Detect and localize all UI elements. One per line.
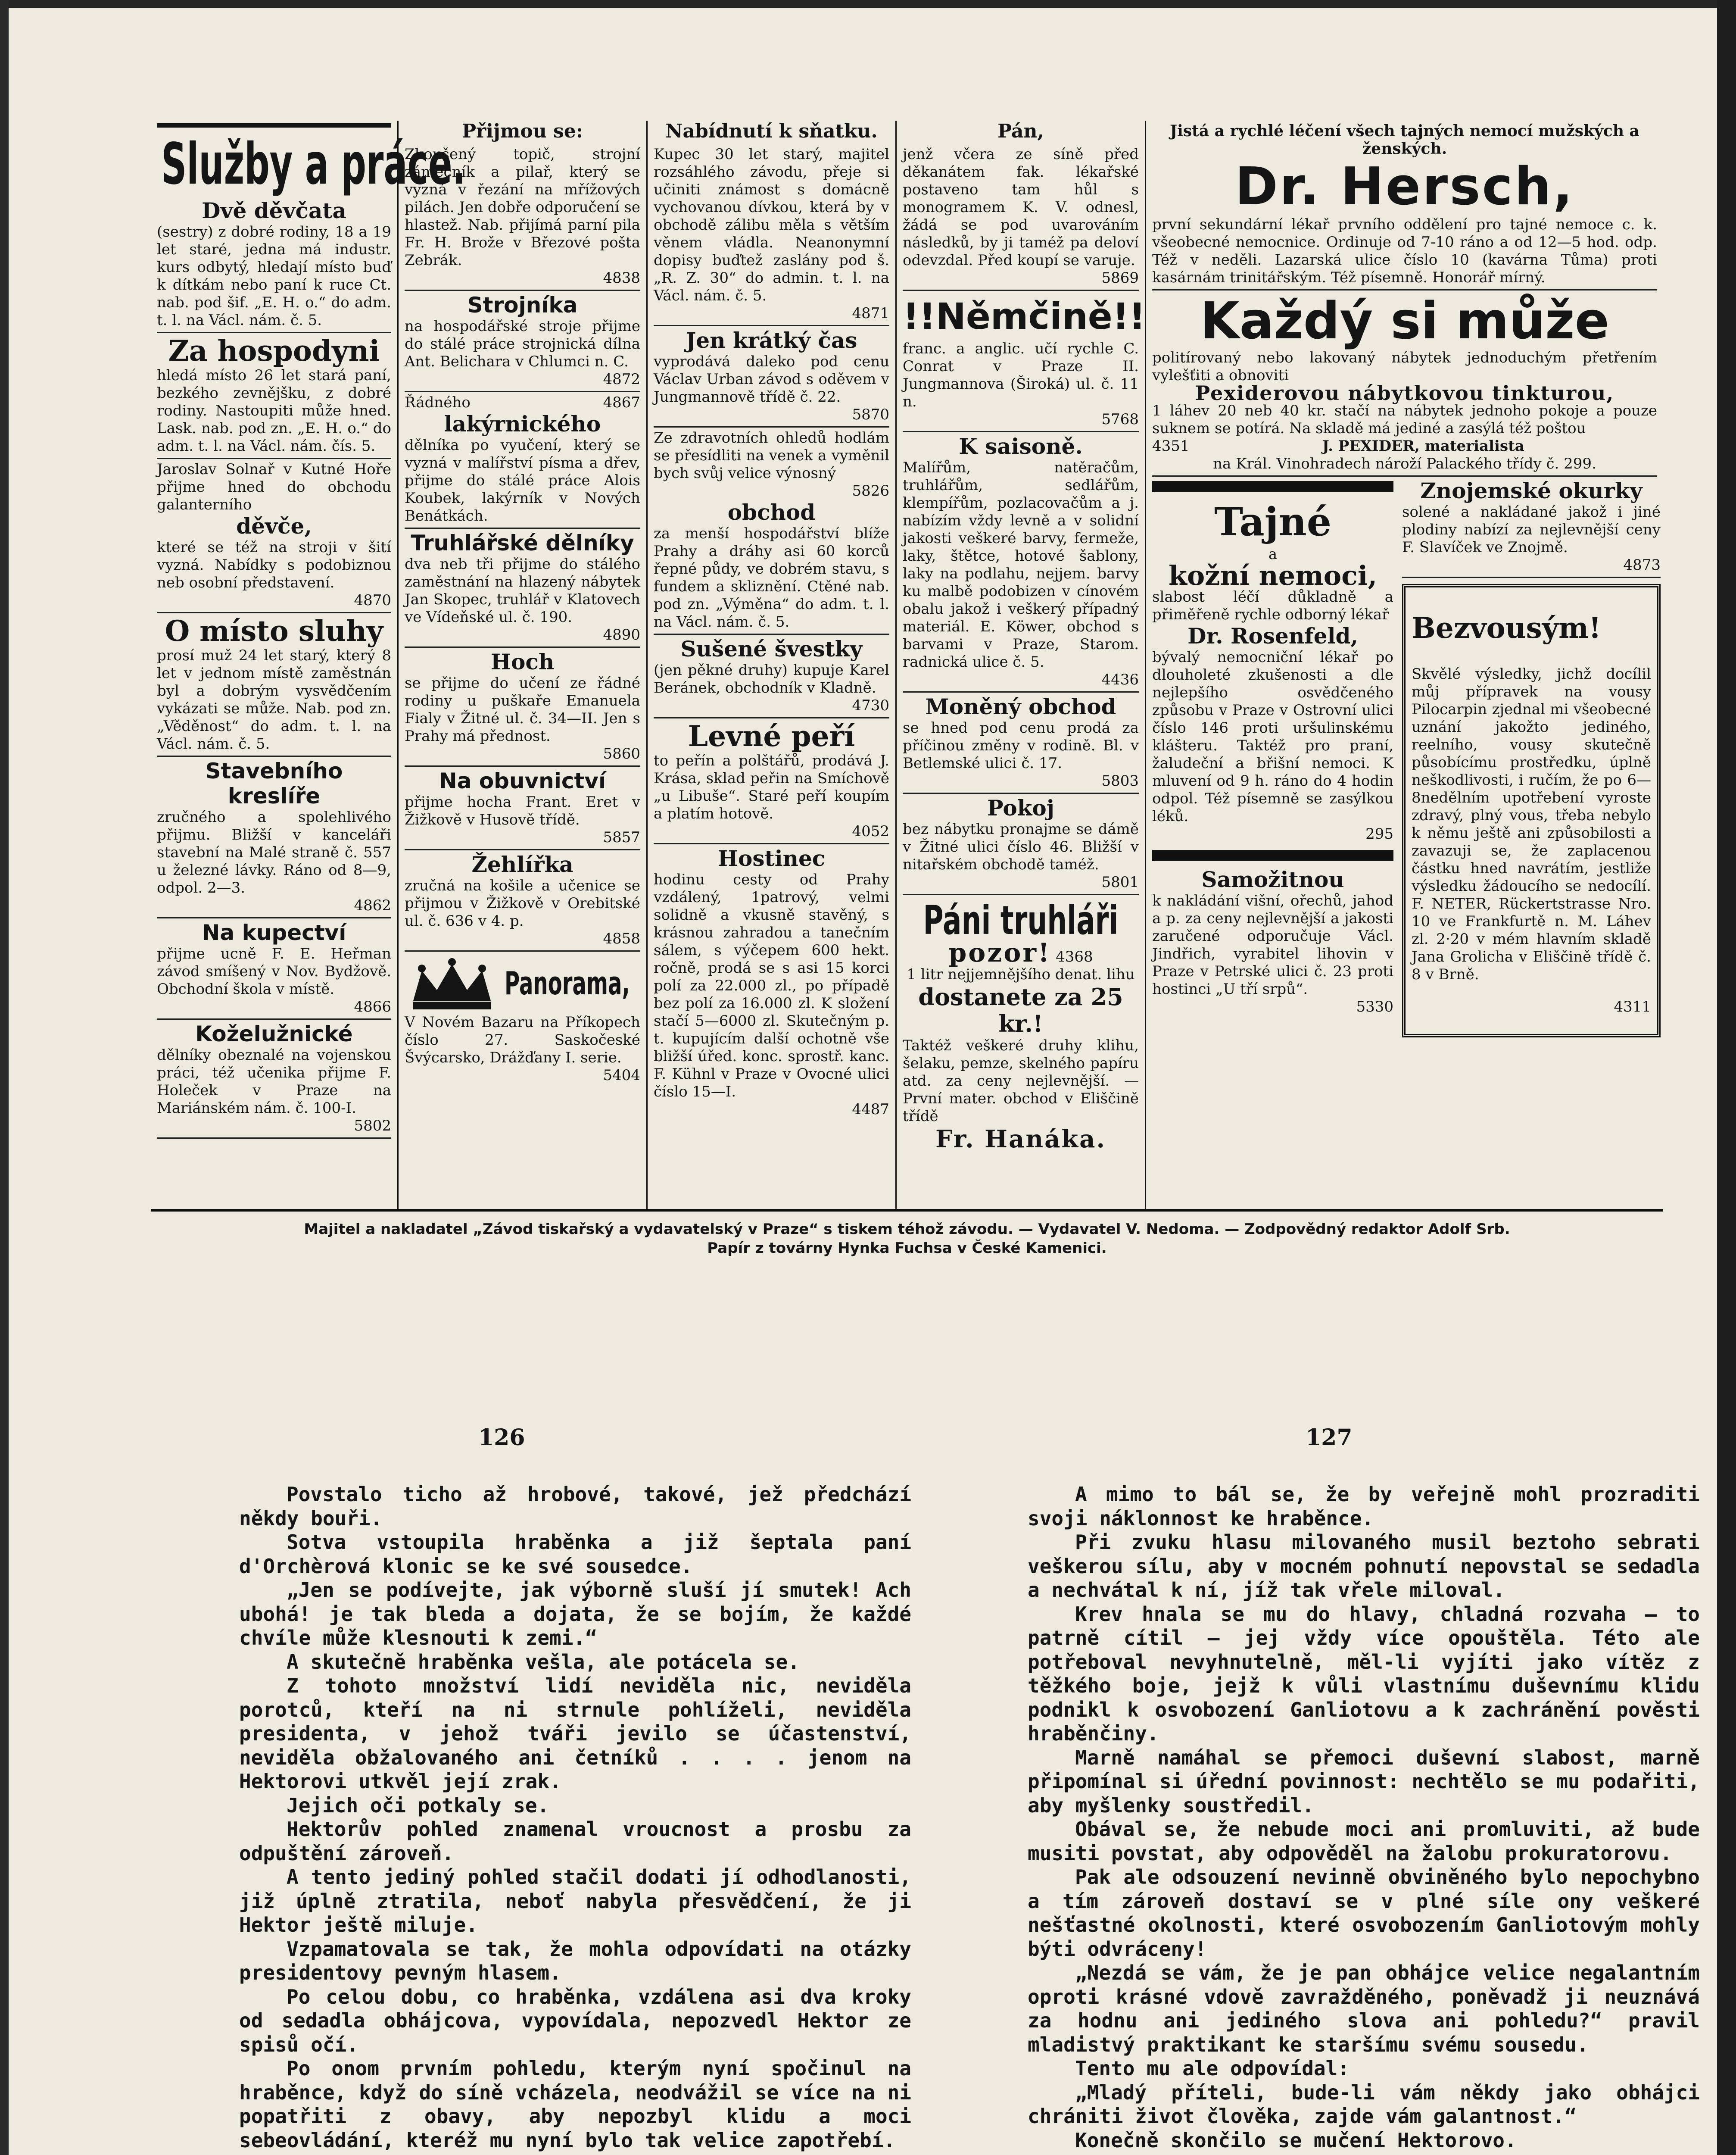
ad-sub-number: 4368 [1056, 948, 1093, 965]
publisher-line-1: Majitel a nakladatel „Závod tiskařský a vydavatelský v Praze“ s tiskem téhož závodu. — Vydavatel V. Nedoma. — Zodpovědný redaktor Adolf Srb. [304, 1221, 1510, 1238]
ad-heading: Na obuvnictví [439, 768, 606, 793]
ad-pre-number: 5826 [852, 482, 889, 500]
ad-body: Malířům, natěračům, truhlářům, sedlářům, klempířům, pozlacovačům a j. nabízím vždy levně a v solidní jakosti veškeré barvy, fermeže, laky, štětce, hotové šablony, laky na podlahu, nejjem. barvy ku malbě podobizen v cínovém obalu jakož i veškerý případný materiál. E. Köwer, obchod s barvami v Praze, Starom. radnická ulice č. 5. [903, 459, 1139, 671]
ad-number: 5803 [1101, 772, 1139, 790]
pexider-signature: J. PEXIDER, materialista [1322, 437, 1524, 455]
pexider-body: politírovaný nebo lakovaný nábytek jednoduchým přetřením vylešťiti a obnoviti [1152, 349, 1657, 384]
column-5-left-stack [1152, 477, 1393, 1018]
scan-left-edge [0, 0, 9, 2155]
ad-number: 4871 [852, 305, 889, 322]
ad-heading: Sušené švestky [680, 636, 863, 662]
ad-body: vyprodává daleko pod cenu Václav Urban závod s oděvem v Jungmannově třídě č. 22. [654, 353, 889, 406]
ad-number: 4890 [603, 626, 640, 643]
ad-beardless [1402, 584, 1661, 1037]
ad-number: 5802 [354, 1117, 391, 1134]
story-paragraph: „Nezdá se vám, že je pan obhájce velice negalantním oproti krásné vdově zavražděného, poněvadž ji neuznává za hodnu ani jediného slova ani pohledu?“ pravil mladistvý praktikant ke staršímu svému sousedu. [1028, 1961, 1700, 2056]
ad-heading: Stavebního kreslíře [205, 759, 343, 809]
publisher-line-2: Papír z továrny Hynka Fuchsa v České Kamenici. [707, 1240, 1107, 1257]
ad-body: Skvělé výsledky, jichž docílil můj přípravek na vousy Pilocarpin zjednal mi všeobecné uznání jakožto jediného, reelního, vousy skutečně působícímu prostředku, úplně neškodlivosti, i ručím, že po 6—8nedělním upotřebení vyroste zdravý, plný vous, třeba nebylo k němu ještě ani způsobilosti a zavazuji se, že zaplacenou částku hned navrátím, jestliže výsledku žádoucího se nedocílí. F. NETER, Rückertstrasse Nro. 10 ve Frankfurtě n. M. Láhev zl. 2·20 v mém hlavním skladě Jana Grolicha v Eliščině třídě č. 8 v Brně. [1412, 665, 1651, 983]
story-paragraph: Jejich oči potkaly se. [287, 1793, 549, 1817]
ad-signature: Fr. Hanáka. [935, 1125, 1106, 1153]
scan-top-edge [0, 0, 1736, 8]
ad-servant-job [157, 613, 391, 757]
story-paragraph: Po onom prvním pohledu, kterým nyní spočinul na hraběnce, když do síně vcházela, neodvážil se více na ni popatřiti z obavy, aby nepozbyl klidu a moci sebeovládání, kteréž mu nyní bylo tak velice zapotřebí. [239, 2057, 911, 2152]
ad-body: hledá místo 26 let stará paní, bezkého zevnějšku, z dobré rodiny. Nastoupiti může hned. Lask. nab. pod zn. „E. H. o.“ do adm. t. l. na Václ. nám. čís. 5. [157, 367, 391, 455]
page-number-left: 126 [478, 1424, 525, 1451]
ad-heading: Hoch [490, 649, 555, 675]
story-left-body [239, 1427, 911, 2152]
ad-body: hodinu cesty od Prahy vzdálený, 1patrový, velmi solidně a vkusně stavěný, s krásnou zahradou a tanečním sálem, s výčepem 600 hekt. ročně, prodá se s asi 15 korci polí za 22.000 zl., po případě bez polí za 16.000 zl. K složení stačí 5—6000 zl. Skutečným p. t. kupujícím další ochotně vše bližší úřed. konc. sprostř. kanc. F. Kühnl v Praze v Ovocné ulici číslo 15—I. [654, 871, 889, 1100]
ad-heading: Hostinec [717, 846, 826, 871]
story-right-body [1028, 1427, 1700, 2152]
story-paragraph: A mimo to bál se, že by veřejně mohl prozraditi svoji náklonnost ke hraběnce. [1028, 1483, 1700, 1530]
rosenfeld-name: Dr. Rosenfeld, [1187, 623, 1358, 649]
ad-body: dva neb tři přijme do stálého zaměstnání na hlazený nábytek Jan Skopec, truhlář v Klatovech ve Vídeňské ul. č. 190. [405, 556, 640, 626]
ad-pre-number: 4867 [603, 394, 640, 411]
ad-heading: Na kupectví [202, 920, 346, 945]
story-page-left [239, 1427, 911, 2152]
column-heading: Přijmou se: [461, 120, 583, 142]
ad-heading: O místo sluhy [165, 614, 383, 648]
ad-draftsman [157, 757, 391, 918]
ad-price: dostanete za 25 kr.! [918, 983, 1123, 1037]
ad-two-girls [157, 197, 391, 333]
column-heading: Nabídnutí k sňatku. [665, 120, 878, 142]
ad-number: 4838 [603, 269, 640, 287]
ad-plums [654, 635, 889, 718]
ad-body: dělníky obeznalé na vojenskou práci, též učenika přijme F. Holeček v Praze na Mariánském nám. č. 100-I. [157, 1046, 391, 1117]
ad-number: 4311 [1614, 998, 1651, 1015]
story-paragraph: Tento mu ale odpovídal: [1075, 2057, 1350, 2080]
classifieds-column-3 [648, 121, 897, 1209]
ad-body: přijme hocha Frant. Eret v Žižkově v Husově třídě. [405, 793, 640, 828]
ad-solnar-girl [157, 459, 391, 613]
column-5-right-stack [1402, 477, 1661, 1037]
ad-number: 4858 [603, 930, 640, 947]
ad-body: k nakládání višní, ořechů, jahod a p. za ceny nejlevnější a jakosti zaručené odporučuje Václ. Jindřich, vyrabitel lihovin v Praze v Petrské ulici č. 23 proti hostinci „U tří srpů“. [1152, 892, 1393, 998]
pexider-signature-row [1152, 437, 1657, 455]
ad-number: 5869 [1101, 269, 1139, 287]
ad-boy [405, 648, 640, 767]
ad-carpenters-attention [903, 895, 1139, 1156]
ad-body-continued: které se též na stroji v šití vyzná. Nabídky s podobiznou neb osobní představení. [157, 539, 391, 591]
ad-heading: K saisoně. [959, 434, 1083, 459]
ad-body: (sestry) z dobré rodiny, 18 a 19 let staré, jedna má industr. kurs odbytý, hledají místo buď k dítkám nebo paní k ruce Ct. nab. pod šif. „E. H. o.“ do adm. t. l. na Václ. nám. č. 5. [157, 223, 391, 329]
ad-heading: Páni truhláři [923, 897, 1119, 943]
ad-body: solené a nakládané jakož i jiné plodiny nabízí za nejlevnější ceny F. Slavíček ve Znojmě. [1402, 503, 1661, 556]
ad-pre [405, 394, 640, 412]
ad-body: dělníka po vyučení, který se vyzná v malířství písma a dřev, přijme do stálé práce Alois Koubek, lakýrník v Nových Benátkách. [405, 437, 640, 525]
rosenfeld-title-2: kožní nemoci, [1168, 560, 1378, 591]
ad-dr-hersch [1152, 121, 1657, 290]
rosenfeld-body-continued: bývalý nemocniční lékař po dlouholeté zkušenosti a dle nejlepšího osvědčeného způsobu v Praze v Ostrovní ulici číslo 146 proti uršulinskému klášteru. Taktéž pro praní, žaludeční a břišní nemoci. K mluvení od 9 h. ráno do 4 hodin odpol. Též písemně se zasýlkou léků. [1152, 649, 1393, 825]
ad-tanners [157, 1020, 391, 1139]
ad-number: 5870 [852, 406, 889, 423]
panorama-title: Panorama, [505, 965, 630, 1002]
ad-heading: !!Němčině!! [903, 295, 1146, 337]
story-page-right [1028, 1427, 1700, 2152]
ad-number: 5801 [1101, 874, 1139, 891]
pexider-body-continued: 1 láhev 20 neb 40 kr. stačí na nábytek jednoho pokoje a pouze suknem se potírá. Na skladě má jediné a zasýlá též poštou [1152, 402, 1657, 437]
ad-pexider [1152, 290, 1657, 477]
ad-body: to peřín a polštářů, prodává J. Krása, sklad peřin na Smíchově „u Libuše“. Staré peří koupím a platím hotově. [654, 752, 889, 822]
ad-housekeeper [157, 333, 391, 459]
hersch-name: Dr. Hersch, [1235, 157, 1574, 217]
ad-ironer [405, 850, 640, 952]
ad-body: franc. a anglic. učí rychle C. Conrat v Praze II. Jungmannova (Široká) ul. č. 11 n. [903, 340, 1139, 410]
ad-machinist [405, 291, 640, 392]
story-paragraph: „Mladý příteli, bude-li vám někdy jako obhájci chrániti život člověka, zajde vám galantnost.“ [1028, 2080, 1700, 2128]
ad-number: 4436 [1101, 671, 1139, 688]
scan-right-edge [1717, 0, 1736, 2155]
ad-pre: Ze zdravotních ohledů hodlám se přesídliti na venek a vyměnil bych svůj velice výnosný [654, 429, 889, 482]
ad-pre-text: Řádného [405, 394, 471, 411]
ad-heading: Znojemské okurky [1420, 478, 1642, 503]
ad-body: (jen pěkné druhy) kupuje Karel Beránek, obchodník v Kladně. [654, 662, 889, 696]
ad-panorama [405, 952, 640, 1087]
story-paragraph: Pak ale odsouzení nevinně obviněného bylo nepochybno a tím zároveň dostaví se v plné síle ony veškeré nešťastné okolnosti, které osvobozením Ganliotovým mohly býti odvráceny! [1028, 1865, 1700, 1961]
ad-heading: lakýrnického [444, 411, 601, 437]
ad-heading: Dvě děvčata [202, 198, 346, 223]
story-paragraph: „Jen se podívejte, jak výborně sluší jí smutek! Ach ubohá! je tak bleda a dojata, že se bojím, že každé chvíle může klesnouti k zemi.“ [239, 1578, 911, 1649]
ad-subheading-row [903, 938, 1139, 968]
ad-painter [405, 392, 640, 529]
ad-grocery [157, 918, 391, 1020]
ad-number: 4866 [354, 998, 391, 1015]
ad-body: na hospodářské stroje přijme do stálé práce strojnická dílna Ant. Belichara v Chlumci n. C. [405, 318, 640, 370]
heavy-bar [1152, 850, 1393, 861]
classifieds-page [151, 121, 1663, 1212]
ad-heading: obchod [727, 500, 816, 525]
rosenfeld-title: Tajné [1214, 499, 1331, 545]
panorama-header [405, 953, 640, 1014]
rosenfeld-body: slabost léčí důkladně a přiměřeně rychle odborný lékař [1152, 588, 1393, 623]
ad-inn [654, 844, 889, 1121]
ad-dr-rosenfeld [1152, 497, 1393, 846]
ad-number: 4870 [354, 592, 391, 609]
ad-body: se hned pod cenu prodá za příčinou změny v rodině. Bl. v Betlemské ulici č. 17. [903, 719, 1139, 772]
ad-heading: Strojníka [467, 293, 578, 318]
ad-number: 4872 [603, 371, 640, 388]
page-number-right: 127 [1306, 1424, 1353, 1451]
services-title: Služby a práce. [161, 131, 466, 197]
story-paragraph: Z tohoto množství lidí neviděla nic, neviděla porotců, kteří na ni strnule pohlíželi, neviděla presidenta, v jehož tváři jevilo se účastenství, neviděla obžalovaného ani četníků . . . . jenom na Hektorovi utkvěl její zrak. [239, 1674, 911, 1793]
ad-pickles [1402, 477, 1661, 578]
ad-body: se přijme do učení ze řádné rodiny u puškaře Emanuela Fialy v Žitné ul. č. 34—II. Jen s Prahy má přednost. [405, 675, 640, 745]
ad-heading: Jen krátký čas [686, 328, 857, 353]
ad-body: Kupec 30 let starý, majitel rozsáhlého závodu, přeje si učiniti známost s domácně vychovanou dívkou, která by v obchodě zálibu měla s větším věnem vládla. Neanonymní dopisy buďtež zaslány pod š. „R. Z. 30“ do admin. t. l. na Václ. nám. č. 5. [654, 146, 889, 304]
ad-heading: Pokoj [987, 795, 1054, 821]
ad-number: 4487 [852, 1101, 889, 1118]
classifieds-column-2 [399, 121, 648, 1209]
ad-body: V Novém Bazaru na Příkopech číslo 27. Saskočeské Švýcarsko, Drážďany I. serie. [405, 1014, 640, 1066]
heavy-bar [1152, 481, 1393, 492]
hersch-intro: Jistá a rychlé léčení všech tajných nemocí mužských a ženských. [1170, 122, 1639, 158]
ad-body: bez nábytku pronajme se dámě v Žitné ulici číslo 46. Bližší v nitařském obchodě taméž. [903, 821, 1139, 873]
ad-heading: Koželužnické [195, 1021, 353, 1046]
story-paragraph: Krev hnala se mu do hlavy, chladná rozvaha — to patrně cítil — jej vždy více opouštěla. Této ale potřeboval nevyhnutelně, měl-li vyjíti jako vítěz z těžkého boje, jejž k vůli vlastnímu duševnímu klidu podnikl k osvobození Ganliotovu a k zachránění pověsti hraběnčiny. [1028, 1602, 1700, 1745]
ad-feathers [654, 718, 889, 844]
ad-body: zručného a spolehlivého přijmu. Bližší v kanceláři stavební na Malé straně č. 557 u železné lávky. Ráno od 8—9, odpol. 2—3. [157, 809, 391, 896]
ad-season [903, 432, 1139, 693]
classifieds-column-5 [1146, 121, 1663, 1209]
story-paragraph: Marně namáhal se přemoci duševní slabost, marně připomínal si úřední povinnost: nechtělo se mu podařiti, aby myšlenky soustředil. [1028, 1746, 1700, 1817]
ad-heading: Levné peří [688, 719, 855, 753]
ad-room [903, 794, 1139, 895]
ad-number: 5857 [603, 829, 640, 846]
story-paragraph: Hektorův pohled znamenal vroucnost a prosbu za odpuštění zároveň. [239, 1818, 911, 1865]
ad-number: 5330 [1356, 998, 1393, 1015]
ad-body-continued: Taktéž veškeré druhy klihu, šelaku, pemze, skelného papíru atd. za ceny nejlevnější. — První mater. obchod v Eliščině třídě [903, 1037, 1139, 1125]
pexider-address: na Král. Vinohradech nároží Palackého třídy č. 299. [1213, 455, 1596, 472]
ad-heading: Za hospodyni [168, 334, 380, 368]
ad-body: Zkoušený topič, strojní zámečník a pilař, který se vyzná v řezání na mřížových pilách. Jen dobře odporučení se hlastež. Nab. přijímá parní pila Fr. H. Brože v Březové pošta Zebrák. [405, 146, 640, 269]
story-paragraph: Po celou dobu, co hraběnka, vzdálena asi dva kroky od sedadla obhájcova, vypovídala, nepozvedl Hektor ze spisů očí. [239, 1985, 911, 2056]
ad-shop-sale [903, 693, 1139, 794]
pexider-number: 4351 [1152, 437, 1190, 455]
ad-body: 1 litr nejjemnějšího denat. lihu [907, 966, 1135, 983]
column-heading: Pán, [997, 120, 1044, 142]
ad-shop-exchange [654, 428, 889, 635]
story-paragraph: Vzpamatovala se tak, že mohla odpovídati na otázky presidentovy pevným hlasem. [239, 1937, 911, 1984]
ad-short-time [654, 326, 889, 428]
ad-heading: Truhlářské dělníky [411, 531, 634, 556]
story-paragraph: Konečně skončilo se mučení Hektorovo. [1075, 2128, 1517, 2152]
ad-body: za menší hospodářství blíže Prahy a dráhy asi 60 korců řepné půdy, ve dobrém stavu, s fundem a skliznění. Ctěné nab. pod zn. „Výměna“ do adm. t. l. na Václ. nám. č. 5. [654, 525, 889, 631]
ad-heading: Bezvousým! [1412, 611, 1601, 645]
rosenfeld-and: a [1268, 546, 1278, 563]
ad-body: zručná na košile a učenice se přijmou v Žižkově v Orebitské ul. č. 636 v 4. p. [405, 877, 640, 930]
story-paragraph: Povstalo ticho až hrobové, takové, jež předchází někdy bouři. [239, 1483, 911, 1530]
story-paragraph: Sotva vstoupila hraběnka a již šeptala paní d'Orchèrová klonic se ke své sousedce. [239, 1530, 911, 1578]
ad-body: přijme ucně F. E. Heřman závod smíšený v Nov. Bydžově. Obchodní škola v místě. [157, 945, 391, 998]
story-paragraph: A tento jediný pohled stačil dodati jí odhodlanosti, již úplně ztratila, neboť nabyla přesvědčení, že ji Hektor ještě miluje. [239, 1865, 911, 1936]
ad-heading: Moněný obchod [925, 694, 1116, 719]
ad-number: 4862 [354, 897, 391, 914]
ad-marriage [654, 144, 889, 326]
ad-body: jenž včera ze síně před děkanátem fak. lékařské postaveno tam hůl s monogramem K. V. odnesl, žádá se pod uvarováním následků, by ji taméž pa deloví odevzdal. Před koupí se varuje. [903, 146, 1139, 269]
ad-number: 4052 [852, 823, 889, 840]
ad-number: 5768 [1101, 411, 1139, 428]
ad-heading: Žehlířka [471, 852, 573, 877]
publisher-imprint [151, 1220, 1663, 1258]
ad-subheading: pozor! [948, 938, 1051, 968]
story-paragraph: A skutečně hraběnka vešla, ale potácela se. [287, 1650, 800, 1674]
classifieds-column-4 [897, 121, 1146, 1209]
pexider-product: Pexiderovou nábytkovou tinkturou, [1195, 381, 1614, 405]
ad-stoker [405, 144, 640, 291]
crown-emblem-icon [405, 953, 499, 1014]
story-paragraph: Při zvuku hlasu milovaného musil beztoho sebrati veškerou sílu, aby v mocném pohnutí nepovstal se sedadla a nechvátal k ní, jíž tak vřele miloval. [1028, 1530, 1700, 1602]
ad-number: 4873 [1623, 556, 1661, 574]
ad-number: 295 [1365, 825, 1393, 843]
ad-heading: Samožitnou [1201, 867, 1344, 892]
heavy-rule [157, 123, 391, 128]
column-5-lower [1152, 477, 1661, 1209]
story-paragraph: Obával se, že nebude moci ani promluviti, až bude musiti povstat, aby odpověděl na žalobu prokuratorovu. [1028, 1818, 1700, 1865]
ad-number: 5404 [603, 1067, 640, 1084]
ad-samozitnou [1152, 865, 1393, 1018]
ad-german-lessons [903, 291, 1146, 432]
ad-number: 5860 [603, 745, 640, 762]
pexider-title: Každý si může [1200, 291, 1609, 350]
ad-shoemaking [405, 767, 640, 850]
ad-body: Jaroslav Solnař v Kutné Hoře přijme hned do obchodu galanterního [157, 461, 391, 513]
ad-body: prosí muž 24 let starý, který 8 let v jednom místě zaměstnán byl a dobrým vysvědčením vykázati se může. Nab. pod zn. „Věděnost“ do adm. t. l. na Václ. nám. č. 5. [157, 647, 391, 753]
ad-number: 4730 [852, 697, 889, 714]
ad-lost-cane [903, 144, 1139, 291]
hersch-body: první sekundární lékař prvního oddělení pro tajné nemoce c. k. všeobecné nemocnice. Ordinuje od 7-10 ráno a od 12—5 hod. odp. Též v neděli. Lazarská ulice číslo 10 (kavárna Tůma) proti kasárnám trinitářským. Též písemně. Honorář mírný. [1152, 216, 1657, 286]
ad-subheading: děvče, [236, 513, 312, 539]
ad-carpenters [405, 529, 640, 648]
